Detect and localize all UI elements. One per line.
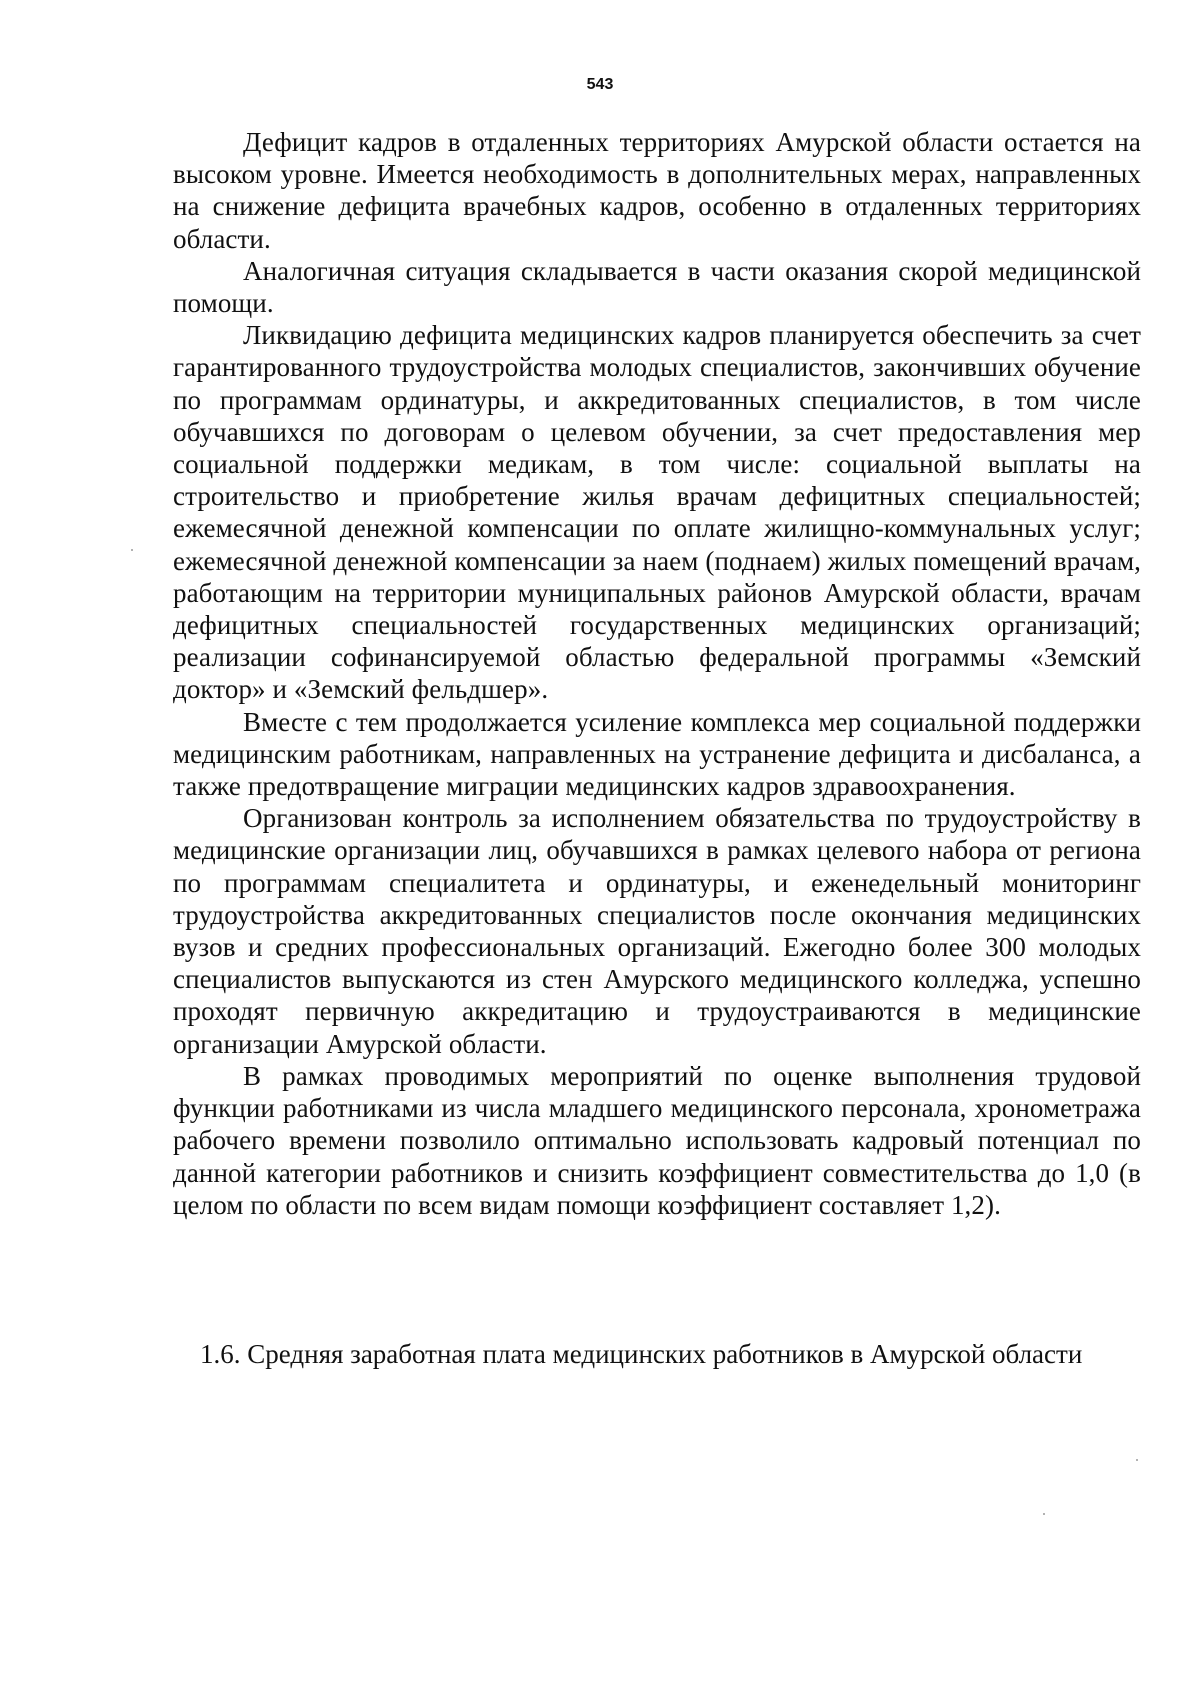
paragraph-employment-control: Организован контроль за исполнением обязательства по трудоустройству в медицинские организации лиц, обучавшихся в рамках целевого набора от региона по программам специалитета и ординатуры, и еженедельный мониторинг трудоустройства аккредитованных специалистов после окончания медицинских вузов и средних профессиональных организаций. Ежегодно более 300 молодых специалистов выпускаются из стен Амурского медицинского колледжа, успешно проходят первичную аккредитацию и трудоустраиваются в медицинские организации Амурской области. bbox=[173, 803, 1141, 1059]
paragraph-emergency-care: Аналогичная ситуация складывается в части оказания скорой медицинской помощи. bbox=[173, 255, 1141, 319]
paragraph-junior-staff-assessment: В рамках проводимых мероприятий по оценке выполнения трудовой функции работниками из числа младшего медицинского персонала, хронометража рабочего времени позволило оптимально использовать кадровый потенциал по данной категории работников и снизить коэффициент совместительства до 1,0 (в целом по области по всем видам помощи коэффициент составляет 1,2). bbox=[173, 1060, 1141, 1220]
paragraph-social-support: Вместе с тем продолжается усиление комплекса мер социальной поддержки медицинским работникам, направленных на устранение дефицита и дисбаланса, а также предотвращение миграции медицинских кадров здравоохранения. bbox=[173, 706, 1141, 802]
document-body bbox=[173, 126, 1141, 1221]
scan-speck bbox=[131, 549, 133, 551]
paragraph-deficit-elimination: Ликвидацию дефицита медицинских кадров планируется обеспечить за счет гарантированного трудоустройства молодых специалистов, закончивших обучение по программам ординатуры, и аккредитованных специалистов, в том числе обучавшихся по договорам о целевом обучении, за счет предоставления мер социальной поддержки медикам, в том числе: социальной выплаты на строительство и приобретение жилья врачам дефицитных специальностей; ежемесячной денежной компенсации по оплате жилищно-коммунальных услуг; ежемесячной денежной компенсации за наем (поднаем) жилых помещений врачам, работающим на территории муниципальных районов Амурской области, врачам дефицитных специальностей государственных медицинских организаций; реализации софинансируемой областью федеральной программы «Земский доктор» и «Земский фельдшер». bbox=[173, 320, 1141, 705]
scan-speck bbox=[1043, 1513, 1045, 1515]
paragraph-staff-deficit: Дефицит кадров в отдаленных территориях Амурской области остается на высоком уровне. Имеется необходимость в дополнительных мерах, направленных на снижение дефицита врачебных кадров, особенно в отдаленных территориях области. bbox=[173, 127, 1141, 254]
section-heading: 1.6. Средняя заработная плата медицинских работников в Амурской области bbox=[200, 1339, 1083, 1369]
page-number: 543 bbox=[586, 76, 614, 93]
scan-speck bbox=[1136, 1459, 1138, 1461]
